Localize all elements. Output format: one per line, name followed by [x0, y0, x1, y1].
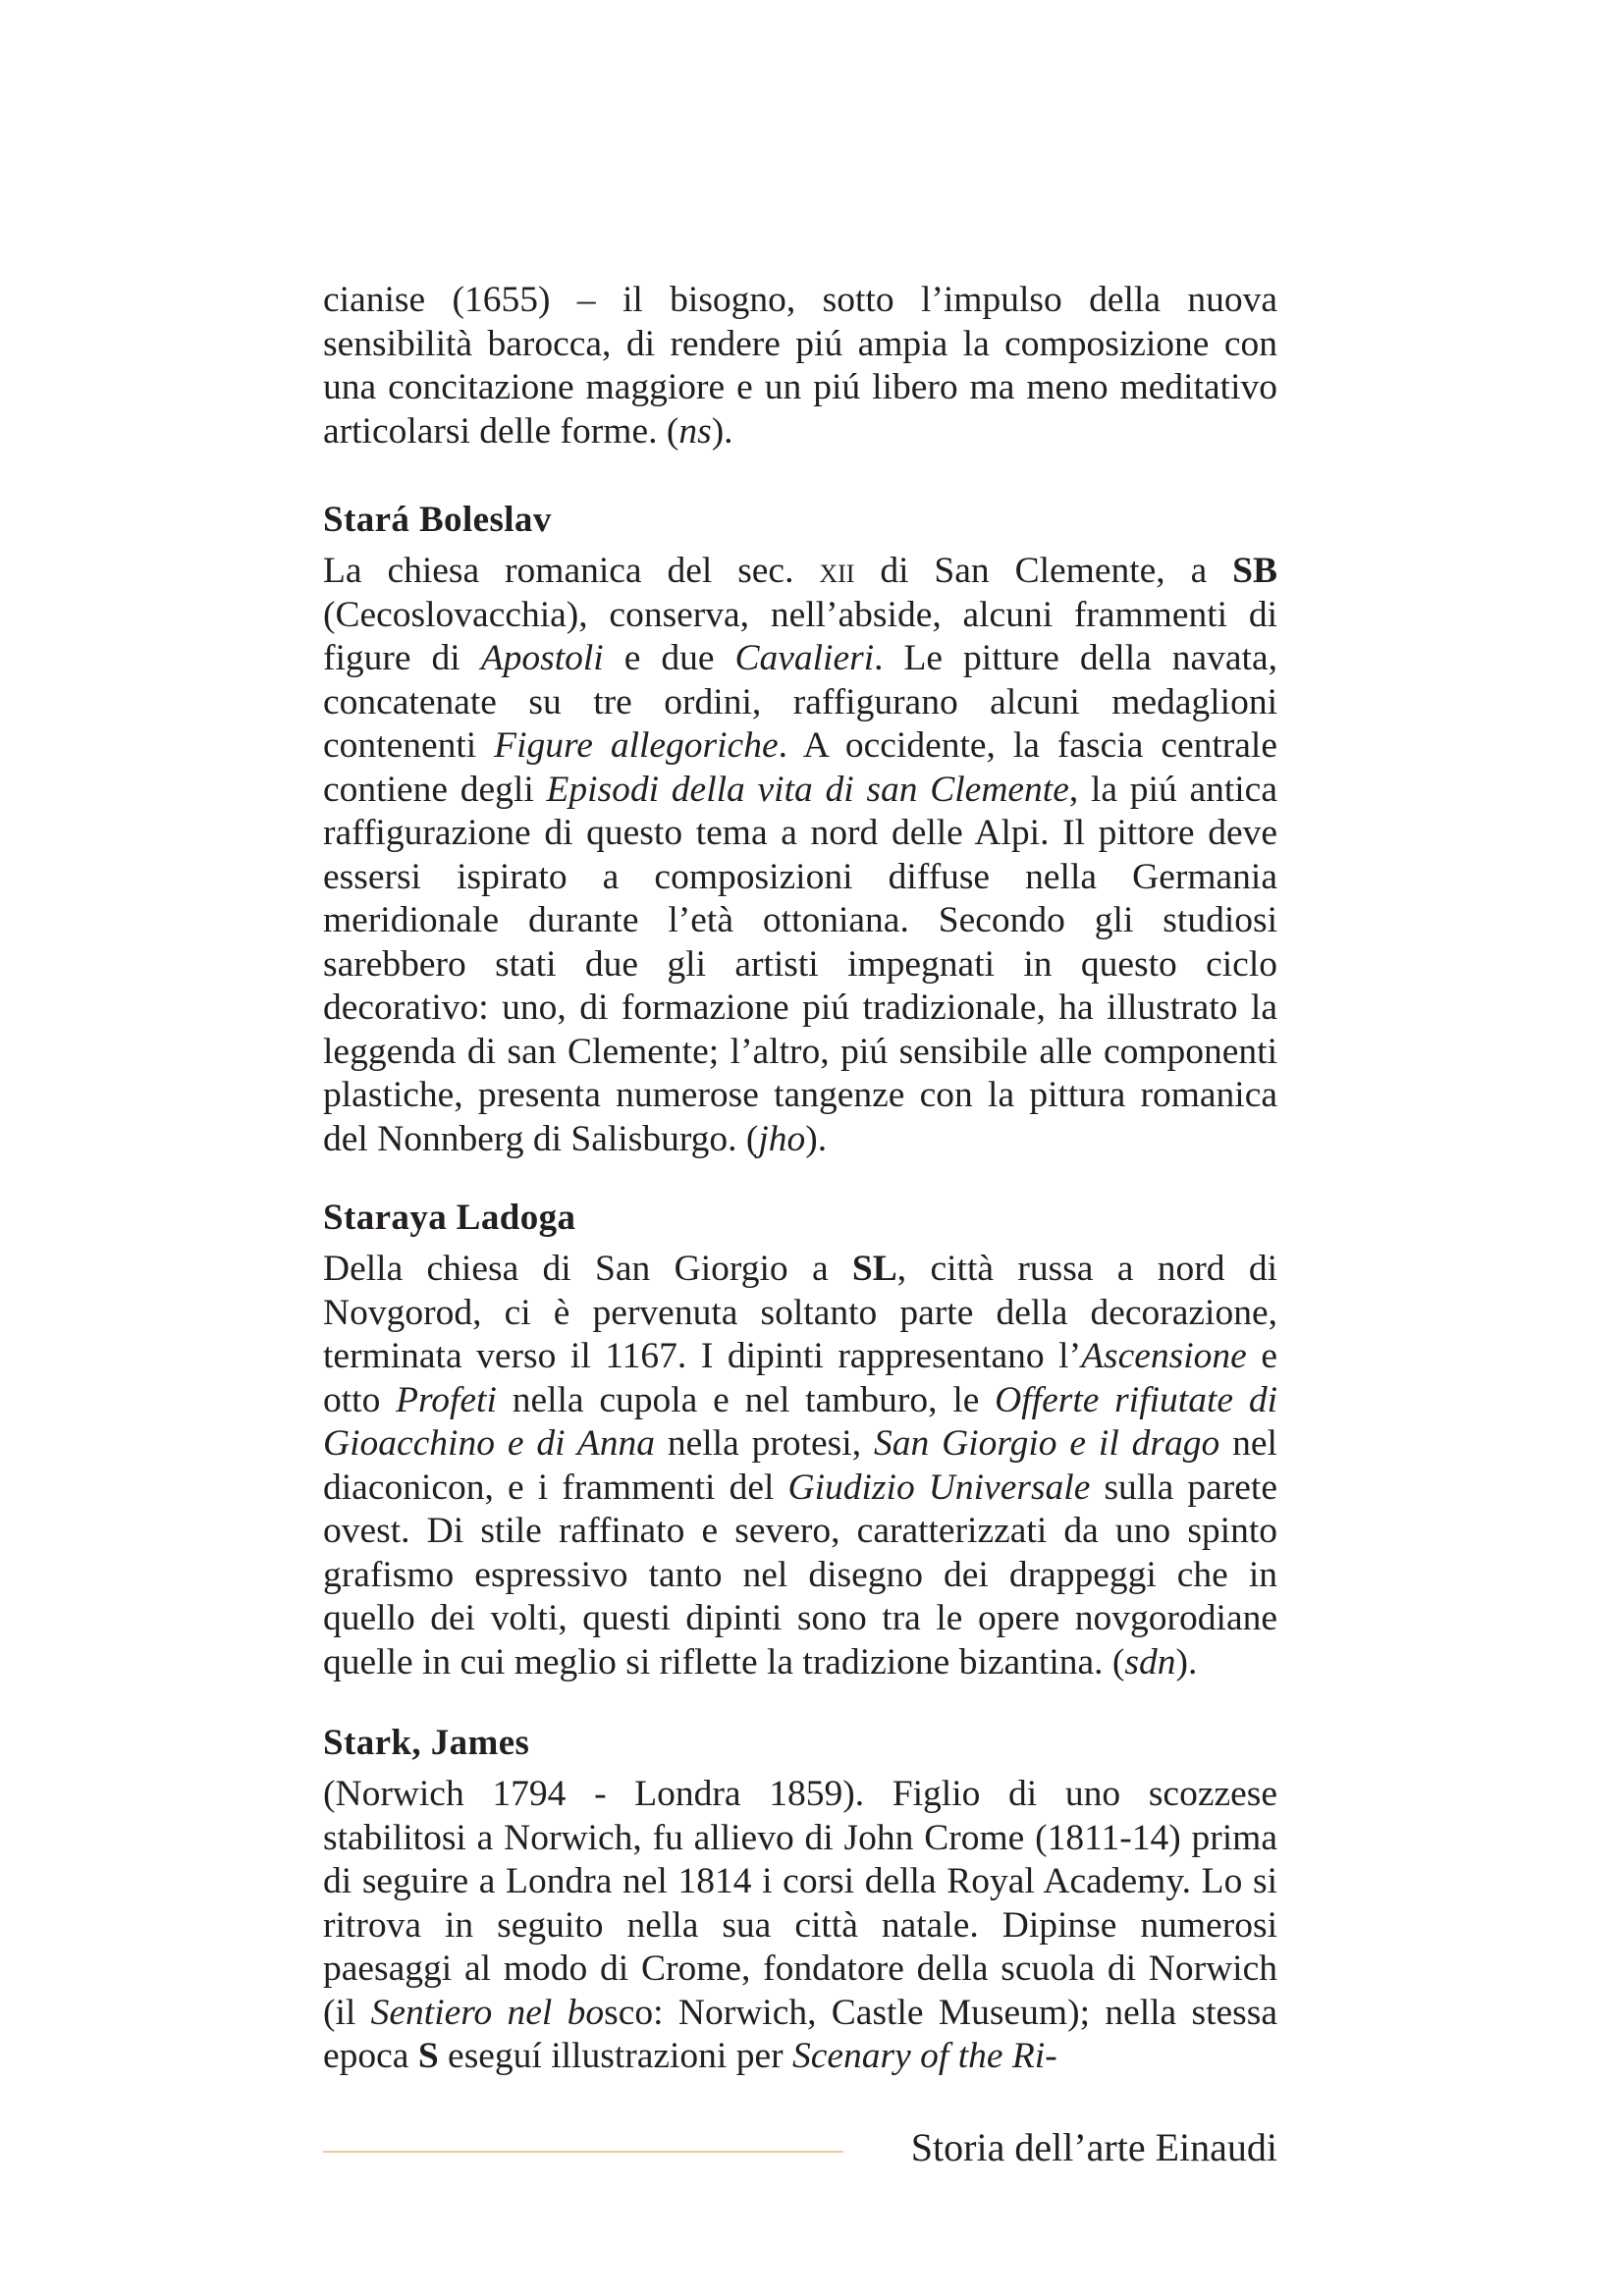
author-initials: sdn: [1124, 1641, 1176, 1682]
entry-heading-stark-james: Stark, James: [323, 1723, 530, 1763]
paragraph-text: nella cupola e nel tamburo, le: [496, 1379, 996, 1420]
paragraph-text: eseguí illustrazioni per: [438, 2036, 792, 2076]
main-text-column: [323, 279, 1277, 2079]
entry-heading-stara-boleslav: Stará Boleslav: [323, 500, 552, 540]
artwork-title: Scenary of the Ri-: [792, 2036, 1057, 2076]
paragraph-text: Della chiesa di San Giorgio a: [323, 1249, 852, 1289]
entry-abbreviation: SL: [851, 1249, 897, 1289]
footer-publication-title: Storia dell’arte Einaudi: [910, 2125, 1277, 2169]
paragraph-text: sco: Norwich, Castle Museum); nella stessa epoca: [323, 1992, 1277, 2076]
entry-heading-staraya-ladoga: Staraya Ladoga: [323, 1198, 576, 1238]
entry-body-staraya-ladoga: [323, 1248, 1277, 1684]
artwork-title: San Giorgio e il drago: [873, 1423, 1220, 1464]
paragraph-text: (Norwich 1794 - Londra 1859). Figlio di uno scozzese stabilitosi a Norwich, fu allievo di John Crome (1811-14) prima di seguire a Londra nel 1814 i corsi della Royal Academy. Lo si ritrova in seguito nella sua città natale. Dipinse numerosi paesaggi al modo di Crome, fondatore della scuola di Norwich (il: [323, 1774, 1277, 2033]
artwork-title: Giudizio Universale: [787, 1467, 1091, 1508]
artwork-title: Cavalieri: [734, 638, 875, 678]
artwork-title: Apostoli: [480, 638, 604, 678]
artwork-title: Profeti: [396, 1379, 497, 1420]
paragraph-text: nella protesi,: [654, 1423, 874, 1464]
entry-body-stara-boleslav: [323, 550, 1277, 1161]
paragraph-text: . A occidente, la fascia centrale contiene degli: [323, 725, 1277, 810]
artwork-title: Offerte rifiutate di Gioacchino e di Anna: [323, 1379, 1277, 1464]
artwork-title: Episodi della vita di san Clemente: [546, 769, 1069, 810]
entry-body-stark-james: [323, 1773, 1277, 2079]
paragraph-text: e otto: [323, 1336, 1277, 1420]
artwork-title: Ascensione: [1081, 1336, 1247, 1376]
entry-continuation-paragraph: [323, 279, 1277, 454]
entry-abbreviation: SB: [1232, 551, 1277, 591]
paragraph-text: ).: [805, 1118, 828, 1159]
footer-rule: [323, 2151, 843, 2153]
artwork-title: Figure allegoriche: [494, 725, 779, 766]
paragraph-text: sulla parete ovest. Di stile raffinato e severo, caratterizzati da uno spinto grafismo espressivo tanto nel disegno dei drappeggi che in quello dei volti, questi dipinti sono tra le opere novgorodiane quelle in cui meglio si riflette la tradizione bizantina. (: [323, 1467, 1277, 1682]
paragraph-text: ).: [1175, 1641, 1198, 1682]
artwork-title: Sentiero nel bo: [370, 1992, 605, 2033]
paragraph-text: ).: [711, 410, 733, 452]
paragraph-text: nel diaconicon, e i frammenti del: [323, 1423, 1277, 1508]
paragraph-text: La chiesa romanica del sec.: [323, 551, 820, 591]
paragraph-text: , la piú antica raffigurazione di questo tema a nord delle Alpi. Il pittore deve essersi ispirato a composizioni diffuse nella Germania meridionale durante l’età ottoniana. Secondo gli studiosi sarebbero stati due gli artisti impegnati in questo ciclo decorativo: uno, di formazione piú tradizionale, ha illustrato la leggenda di san Clemente; l’altro, piú sensibile alle componenti plastiche, presenta numerose tangenze con la pittura romanica del Nonnberg di Salisburgo. (: [323, 769, 1277, 1159]
century-numeral: xii: [819, 551, 855, 591]
paragraph-text: e due: [603, 638, 735, 678]
author-initials: jho: [758, 1118, 806, 1159]
entry-abbreviation: S: [417, 2036, 439, 2076]
paragraph-text: . Le pitture della navata, concatenate su tre ordini, raffigurano alcuni medaglioni contenenti: [323, 638, 1277, 766]
paragraph-text: di San Clemente, a: [854, 551, 1233, 591]
paragraph-text: (Cecoslovacchia), conserva, nell’abside, alcuni frammenti di figure di: [323, 594, 1277, 678]
paragraph-text: cianise (1655) – il bisogno, sotto l’impulso della nuova sensibilità barocca, di rendere piú ampia la composizione con una concitazione maggiore e un piú libero ma meno meditativo articolarsi delle forme. (: [323, 280, 1277, 452]
paragraph-text: , città russa a nord di Novgorod, ci è pervenuta soltanto parte della decorazione, terminata verso il 1167. I dipinti rappresentano l’: [323, 1249, 1277, 1376]
author-initials: ns: [678, 410, 712, 452]
